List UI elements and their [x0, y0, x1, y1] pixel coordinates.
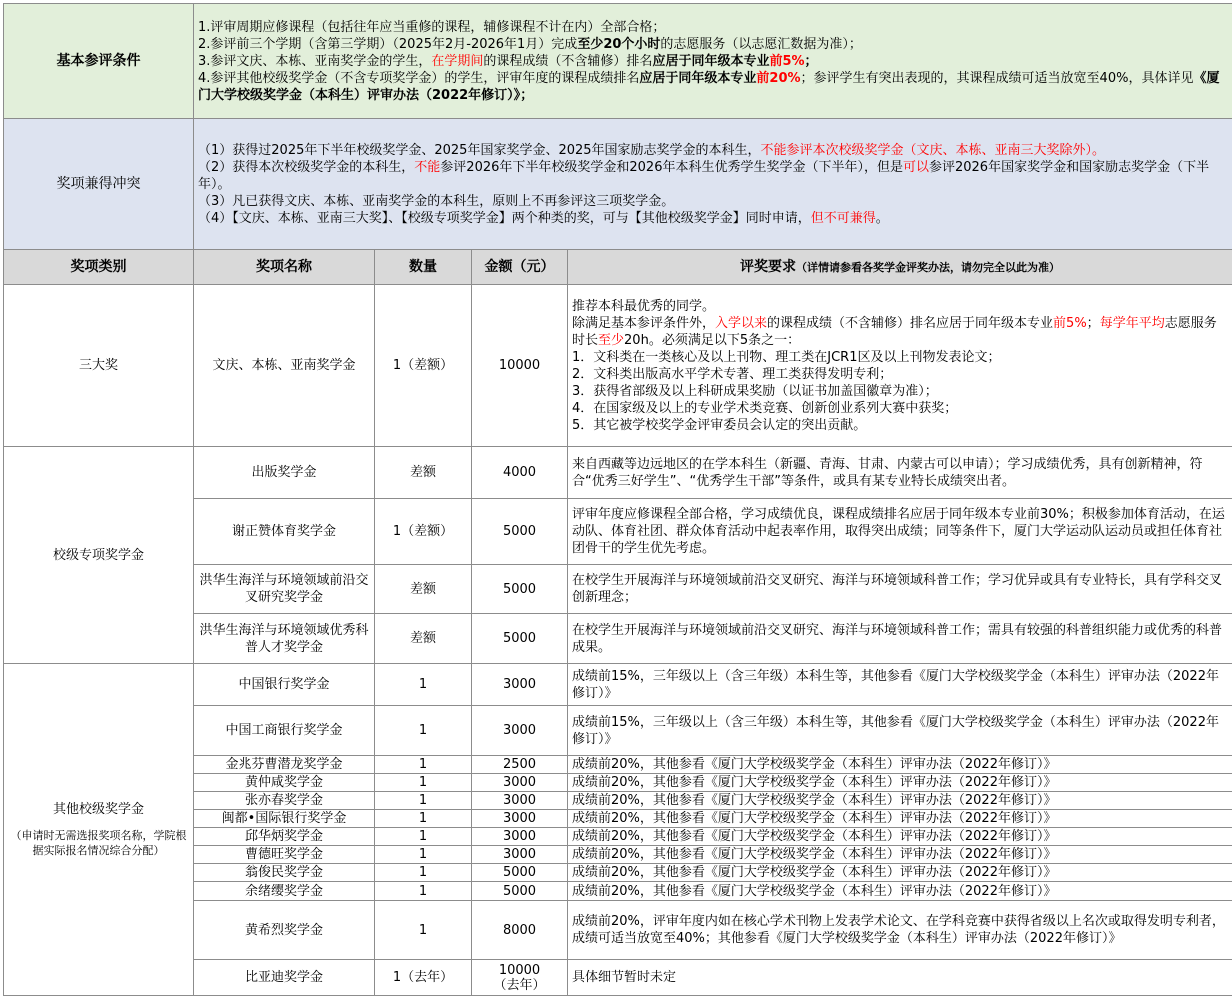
- award-count: 1: [375, 846, 472, 864]
- award-name: 张亦春奖学金: [194, 792, 375, 810]
- cat1-item-5: 5．其它被学校奖学金评审委员会认定的突出贡献。: [572, 417, 867, 433]
- cat1-count: 1（差额）: [375, 285, 472, 447]
- award-amount: 3000: [472, 846, 568, 864]
- award-name: 中国银行奖学金: [194, 664, 375, 706]
- award-requirements: 成绩前20%，其他参看《厦门大学校级奖学金（本科生）评审办法（2022年修订）》: [568, 864, 1232, 882]
- table-row: [4, 664, 1232, 706]
- award-count: 1: [375, 792, 472, 810]
- award-amount: 3000: [472, 706, 568, 756]
- conflict-row: [4, 119, 1232, 250]
- award-count: 1: [375, 706, 472, 756]
- conflict-p4: （4）【文庆、本栋、亚南三大奖】、【校级专项奖学金】两个种类的奖，可与【其他校级奖学金】同时申请，但不可兼得。: [198, 210, 889, 226]
- basic-line-1: 1.评审周期应修课程（包括往年应当重修的课程，辅修课程不计在内）全部合格；: [198, 19, 666, 35]
- award-amount: 8000: [472, 901, 568, 960]
- award-name: 谢正赞体育奖学金: [194, 499, 375, 565]
- award-name: 余绪缨奖学金: [194, 882, 375, 901]
- conflict-label: 奖项兼得冲突: [4, 119, 194, 250]
- scholarship-table: [3, 3, 1232, 996]
- award-requirements: 成绩前15%，三年级以上（含三年级）本科生等，其他参看《厦门大学校级奖学金（本科生）评审办法（2022年修订）》: [568, 706, 1232, 756]
- award-count: 1: [375, 810, 472, 828]
- award-name: 金兆芬曹潜龙奖学金: [194, 756, 375, 774]
- basic-line-3: 3.参评文庆、本栋、亚南奖学金的学生，在学期间的课程成绩（不含辅修）排名应居于同年级本专业前5%；: [198, 53, 818, 69]
- header-requirements-note: （详情请参看各奖学金评奖办法，请勿完全以此为准）: [796, 260, 1061, 274]
- cat1-item-3: 3．获得省部级及以上科研成果奖励（以证书加盖国徽章为准）；: [572, 383, 938, 399]
- award-requirements: 来自西藏等边远地区的在学本科生（新疆、青海、甘肃、内蒙古可以申请）；学习成绩优秀，具有创新精神，符合“优秀三好学生”、“优秀学生干部”等条件，或具有某专业特长成绩突出者。: [568, 447, 1232, 499]
- award-amount: 5000: [472, 882, 568, 901]
- award-requirements: 成绩前20%，其他参看《厦门大学校级奖学金（本科生）评审办法（2022年修订）》: [568, 810, 1232, 828]
- award-requirements: 成绩前15%，三年级以上（含三年级）本科生等，其他参看《厦门大学校级奖学金（本科生）评审办法（2022年修订）》: [568, 664, 1232, 706]
- award-name: 洪华生海洋与环境领域前沿交叉研究奖学金: [194, 565, 375, 614]
- cat1-name: 文庆、本栋、亚南奖学金: [194, 285, 375, 447]
- cat1-item-1: 1．文科类在一类核心及以上刊物、理工类在JCR1区及以上刊物发表论文；: [572, 349, 1001, 365]
- award-requirements: 在校学生开展海洋与环境领域前沿交叉研究、海洋与环境领域科普工作；需具有较强的科普组织能力或优秀的科普成果。: [568, 614, 1232, 664]
- award-requirements: 成绩前20%，其他参看《厦门大学校级奖学金（本科生）评审办法（2022年修订）》: [568, 828, 1232, 846]
- award-amount: 5000: [472, 565, 568, 614]
- cat1-item-4: 4．在国家级及以上的专业学术类竞赛、创新创业系列大赛中获奖；: [572, 400, 958, 416]
- award-requirements: 成绩前20%，其他参看《厦门大学校级奖学金（本科生）评审办法（2022年修订）》: [568, 774, 1232, 792]
- award-count: 1: [375, 664, 472, 706]
- conflict-p1: （1）获得过2025年下半年校级奖学金、2025年国家奖学金、2025年国家励志奖学金的本科生，不能参评本次校级奖学金（文庆、本栋、亚南三大奖除外）。: [198, 142, 1106, 158]
- cat1-requirements: 推荐本科最优秀的同学。 除满足基本参评条件外，入学以来的课程成绩（不含辅修）排名应居于同年级本专业前5%；每学年平均志愿服务时长至少20h。必须满足以下5条之一： 1．文科类在一类核心及以上刊物、理工类在JCR1区及以上刊物发表论文； 2．文科类出版高水平学术专著、理工类获得发明专利； 3．获得省部级及以上科研成果奖励（以证书加盖国徽章为准）； 4．在国家级及以上的专业学术类竞赛、创新创业系列大赛中获奖； 5．其它被学校奖学金评审委员会认定的突出贡献。: [568, 285, 1232, 447]
- award-amount: 2500: [472, 756, 568, 774]
- award-count: 1（差额）: [375, 499, 472, 565]
- award-name: 黄仲咸奖学金: [194, 774, 375, 792]
- award-name: 出版奖学金: [194, 447, 375, 499]
- award-amount: 5000: [472, 614, 568, 664]
- award-count: 1: [375, 774, 472, 792]
- header-row: [4, 250, 1232, 285]
- basic-conditions-row: [4, 4, 1232, 119]
- award-count: 1（去年）: [375, 960, 472, 996]
- conflict-p2: （2）获得本次校级奖学金的本科生，不能参评2026年下半年校级奖学金和2026年本科生优秀学生奖学金（下半年），但是可以参评2026年国家奖学金和国家励志奖学金（下半年）。: [198, 159, 1210, 192]
- header-name: 奖项名称: [194, 250, 375, 285]
- award-count: 1: [375, 756, 472, 774]
- award-amount: 5000: [472, 864, 568, 882]
- award-requirements: 在校学生开展海洋与环境领域前沿交叉研究、海洋与环境领域科普工作；学习优异或具有专业特长，具有学科交叉创新理念；: [568, 565, 1232, 614]
- award-name: 闽都•国际银行奖学金: [194, 810, 375, 828]
- award-count: 1: [375, 901, 472, 960]
- cat1-amount: 10000: [472, 285, 568, 447]
- award-count: 1: [375, 864, 472, 882]
- award-name: 黄希烈奖学金: [194, 901, 375, 960]
- award-requirements: 成绩前20%，评审年度内如在核心学术刊物上发表学术论文、在学科竞赛中获得省级以上名次或取得发明专利者，成绩可适当放宽至40%；其他参看《厦门大学校级奖学金（本科生）评审办法（2022年修订）》: [568, 901, 1232, 960]
- conflict-text: [194, 119, 1232, 250]
- award-requirements: 成绩前20%，其他参看《厦门大学校级奖学金（本科生）评审办法（2022年修订）》: [568, 882, 1232, 901]
- award-name: 洪华生海洋与环境领域优秀科普人才奖学金: [194, 614, 375, 664]
- basic-line-4: 4.参评其他校级奖学金（不含专项奖学金）的学生，评审年度的课程成绩排名应居于同年级本专业前20%；参评学生有突出表现的，其课程成绩可适当放宽至40%，具体详见《厦门大学校级奖学金（本科生）评审办法（2022年修订）》；: [198, 70, 1220, 103]
- cat2-label: 校级专项奖学金: [4, 447, 194, 664]
- award-name: 曹德旺奖学金: [194, 846, 375, 864]
- cat3-note: （申请时无需选报奖项名称，学院根据实际报名情况综合分配）: [10, 829, 187, 857]
- cat3-label: 其他校级奖学金 （申请时无需选报奖项名称，学院根据实际报名情况综合分配）: [4, 664, 194, 996]
- award-count: 差额: [375, 447, 472, 499]
- cat1-row: [4, 285, 1232, 447]
- award-amount: 3000: [472, 810, 568, 828]
- award-amount: 3000: [472, 828, 568, 846]
- award-requirements: 成绩前20%，其他参看《厦门大学校级奖学金（本科生）评审办法（2022年修订）》: [568, 756, 1232, 774]
- award-amount: 3000: [472, 792, 568, 810]
- cat1-label: 三大奖: [4, 285, 194, 447]
- cat1-item-2: 2．文科类出版高水平学术专著、理工类获得发明专利；: [572, 366, 893, 382]
- award-name: 翁俊民奖学金: [194, 864, 375, 882]
- header-count: 数量: [375, 250, 472, 285]
- award-amount: 3000: [472, 664, 568, 706]
- award-count: 差额: [375, 614, 472, 664]
- award-requirements: 成绩前20%，其他参看《厦门大学校级奖学金（本科生）评审办法（2022年修订）》: [568, 846, 1232, 864]
- award-amount: 10000 （去年）: [472, 960, 568, 996]
- table-row: [4, 447, 1232, 499]
- award-amount: 5000: [472, 499, 568, 565]
- award-requirements: 成绩前20%，其他参看《厦门大学校级奖学金（本科生）评审办法（2022年修订）》: [568, 792, 1232, 810]
- conflict-p3: （3）凡已获得文庆、本栋、亚南奖学金的本科生，原则上不再参评这三项奖学金。: [198, 193, 675, 209]
- award-name: 比亚迪奖学金: [194, 960, 375, 996]
- award-name: 邱华炳奖学金: [194, 828, 375, 846]
- basic-conditions-label: 基本参评条件: [4, 4, 194, 119]
- basic-conditions-text: [194, 4, 1232, 119]
- award-requirements: 具体细节暂时未定: [568, 960, 1232, 996]
- award-amount: 4000: [472, 447, 568, 499]
- basic-line-2: 2.参评前三个学期（含第三学期）（2025年2月-2026年1月）完成至少20个小时的志愿服务（以志愿汇数据为准）；: [198, 36, 862, 52]
- award-count: 差额: [375, 565, 472, 614]
- award-name: 中国工商银行奖学金: [194, 706, 375, 756]
- award-amount: 3000: [472, 774, 568, 792]
- award-count: 1: [375, 828, 472, 846]
- award-count: 1: [375, 882, 472, 901]
- header-amount: 金额（元）: [472, 250, 568, 285]
- award-requirements: 评审年度应修课程全部合格，学习成绩优良，课程成绩排名应居于同年级本专业前30%；积极参加体育活动，在运动队、体育社团、群众体育活动中起表率作用，取得突出成绩；同等条件下，厦门大学运动队运动员或担任体育社团骨干的学生优先考虑。: [568, 499, 1232, 565]
- header-category: 奖项类别: [4, 250, 194, 285]
- header-requirements: 评奖要求（详情请参看各奖学金评奖办法，请勿完全以此为准）: [568, 250, 1232, 285]
